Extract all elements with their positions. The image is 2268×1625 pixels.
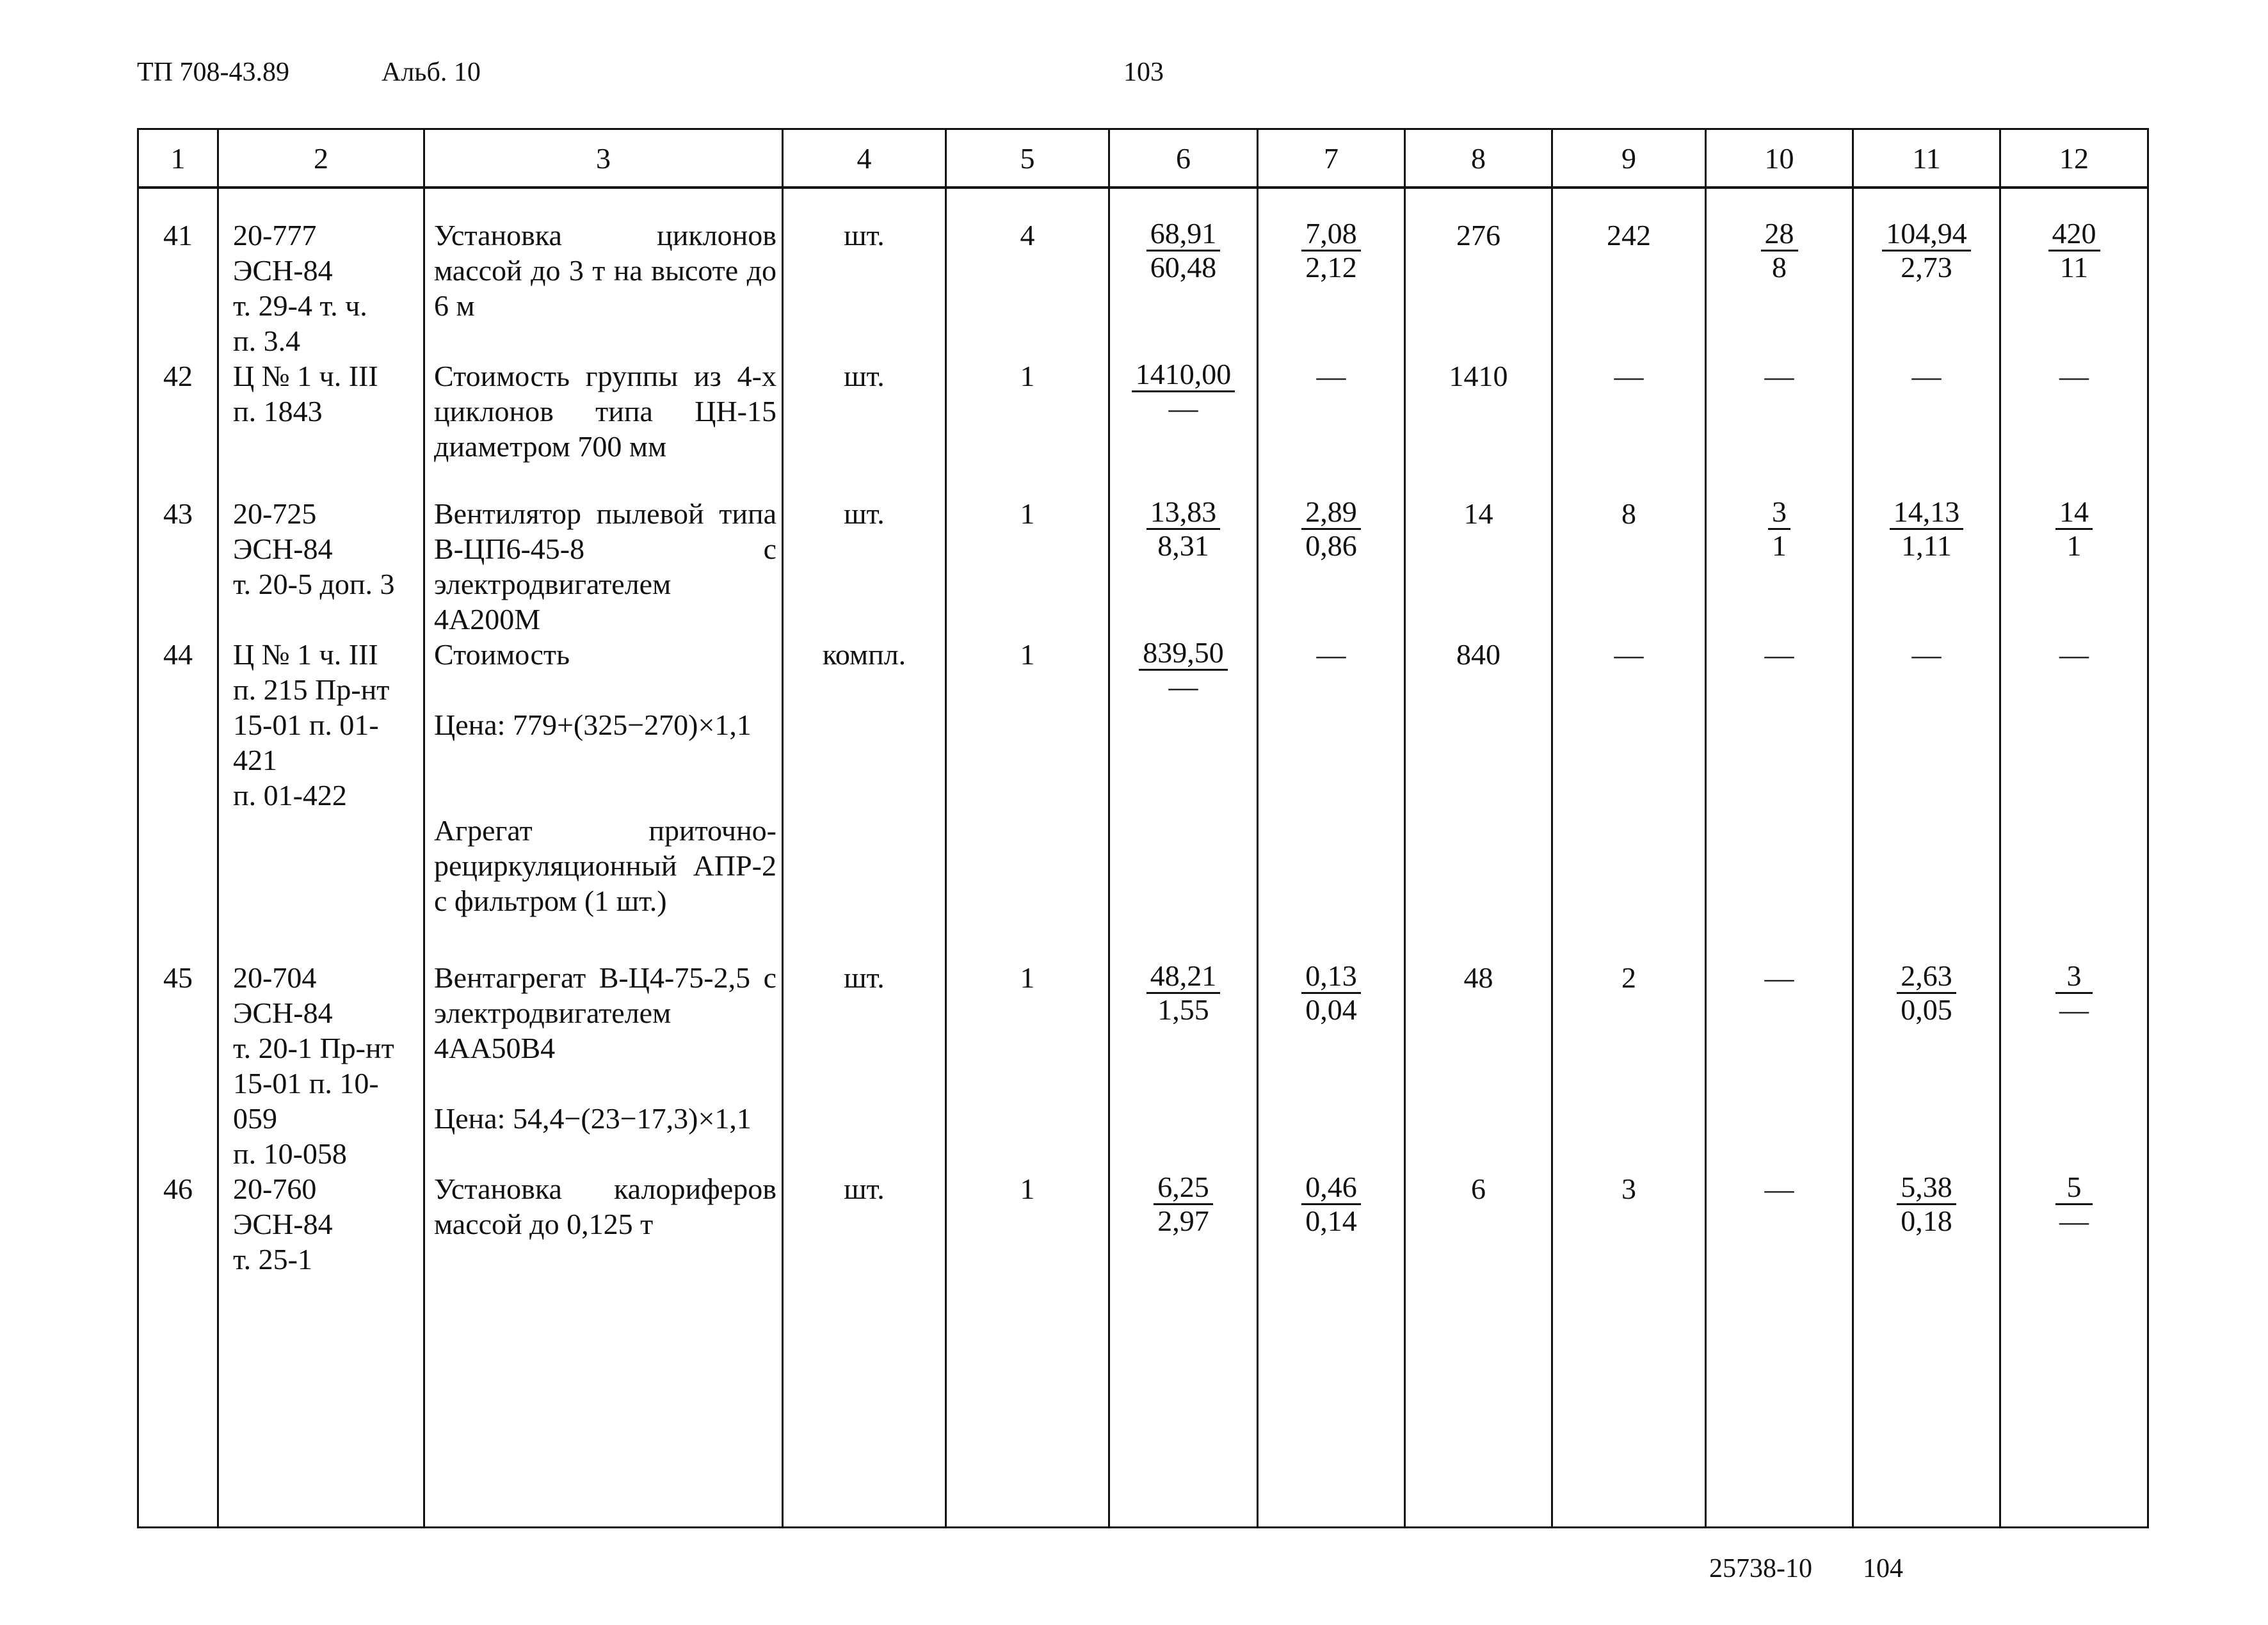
work-name-text: Установка циклонов массой до 3 т на высоте до 6 м (434, 219, 776, 322)
norm-reference (218, 1171, 424, 1277)
fraction-top: 2,63 (1897, 960, 1956, 994)
fraction-bottom: 0,04 (1305, 993, 1357, 1026)
document-code: ТП 708-43.89 (137, 58, 289, 87)
column-header: 12 (2000, 129, 2148, 188)
unit-cost (1109, 960, 1258, 1171)
fraction (1139, 637, 1228, 703)
fraction-bottom: 0,18 (1901, 1205, 1952, 1237)
norm-line: п. 01-422 (233, 779, 347, 812)
work-name-text: Стоимость (434, 638, 570, 671)
fraction-top: 839,50 (1139, 637, 1228, 671)
total-cost: 14 (1405, 496, 1552, 637)
norm-line: п. 10-058 (233, 1137, 347, 1170)
fraction-top: 7,08 (1301, 218, 1361, 252)
unit-wage (1258, 1171, 1405, 1277)
norm-line: п. 1843 (233, 395, 323, 428)
unit-wage: — (1258, 637, 1405, 813)
unit: шт. (783, 496, 946, 637)
fraction-top: 14 (2055, 496, 2093, 530)
fraction (1897, 1171, 1956, 1237)
table-row (138, 188, 2148, 358)
fraction-bottom: 2,73 (1901, 251, 1952, 284)
album-number: Альб. 10 (382, 58, 481, 87)
column-header: 7 (1258, 129, 1405, 188)
norm-line: 20-777 ЭСН-84 (233, 219, 333, 287)
fraction-top: 5,38 (1897, 1171, 1956, 1205)
labor-unit: — (1853, 358, 2000, 496)
unit-cost (1109, 496, 1258, 637)
fraction (1154, 1171, 1213, 1237)
fraction-bottom: 8,31 (1157, 529, 1209, 562)
total-wage: 2 (1552, 960, 1706, 1171)
unit-cost (1109, 1171, 1258, 1277)
fraction (1301, 496, 1361, 562)
unit-cost (1109, 188, 1258, 358)
fraction-bottom: — (1168, 670, 1198, 703)
total-cost: 1410 (1405, 358, 1552, 496)
row-number: 45 (138, 960, 218, 1171)
column-header: 4 (783, 129, 946, 188)
work-name-text: Вентагрегат В-Ц4-75-2,5 с электродвигателем 4АА50В4 (434, 961, 776, 1064)
row-number: 44 (138, 637, 218, 813)
column-header: 1 (138, 129, 218, 188)
row-number: 43 (138, 496, 218, 637)
norm-line: 15-01 п. 10-059 (233, 1067, 379, 1135)
quantity: 4 (946, 188, 1109, 358)
fraction (2055, 496, 2093, 562)
norm-line: ЭСН-84 (233, 532, 333, 565)
work-name-text: Установка калориферов массой до 0,125 т (434, 1173, 776, 1240)
fraction-top: 14,13 (1890, 496, 1964, 530)
norm-reference (218, 637, 424, 813)
fraction-top: 104,94 (1882, 218, 1971, 252)
table-row (138, 637, 2148, 813)
labor-total: — (2000, 637, 2148, 813)
unit-cost (1109, 637, 1258, 813)
labor-unit: — (1853, 637, 2000, 813)
fraction-bottom: — (2059, 993, 2089, 1026)
quantity: 1 (946, 637, 1109, 813)
fraction-bottom: 1,11 (1901, 529, 1952, 562)
total-wage: — (1552, 637, 1706, 813)
table-row (138, 960, 2148, 1171)
norm-reference (218, 188, 424, 358)
norm-line: т. 25-1 (233, 1243, 312, 1276)
labor-total (2000, 188, 2148, 358)
machine-cost: — (1706, 358, 1853, 496)
fraction-top: 48,21 (1146, 960, 1221, 994)
norm-reference (218, 496, 424, 637)
fraction-bottom: 0,14 (1305, 1205, 1357, 1237)
work-name-text: Агрегат приточно-рециркуляционный АПР-2 с фильтром (1 шт.) (434, 814, 776, 917)
quantity: 1 (946, 1171, 1109, 1277)
fraction-top: 3 (2055, 960, 2093, 994)
fraction-top: 0,13 (1301, 960, 1361, 994)
labor-total: — (2000, 358, 2148, 496)
column-header: 2 (218, 129, 424, 188)
fraction-top: 68,91 (1146, 218, 1221, 252)
unit-wage (1258, 188, 1405, 358)
price-formula: Цена: 54,4−(23−17,3)×1,1 (434, 1102, 752, 1135)
norm-line: Ц № 1 ч. III (233, 360, 378, 392)
row-number: 42 (138, 358, 218, 496)
fraction (1132, 358, 1235, 424)
table-header-row (138, 129, 2148, 188)
fraction-bottom: 60,48 (1150, 251, 1217, 284)
total-cost: 276 (1405, 188, 1552, 358)
norm-line: т. 29-4 т. ч. (233, 289, 367, 322)
norm-line: п. 215 Пр-нт (233, 673, 390, 706)
norm-line: ЭСН-84 (233, 1208, 333, 1240)
fraction (1146, 960, 1221, 1026)
work-name-text: Стоимость группы из 4-х циклонов типа ЦН-15 диаметром 700 мм (434, 360, 776, 463)
total-cost: 48 (1405, 960, 1552, 1171)
column-header: 11 (1853, 129, 2000, 188)
labor-total (2000, 1171, 2148, 1277)
quantity: 1 (946, 358, 1109, 496)
total-cost: 840 (1405, 637, 1552, 813)
fraction-bottom: 11 (2059, 251, 2089, 284)
fraction-top: 2,89 (1301, 496, 1361, 530)
fraction-bottom: 0,05 (1901, 993, 1952, 1026)
row-number: 41 (138, 188, 218, 358)
machine-cost (1706, 188, 1853, 358)
fraction-top: 28 (1761, 218, 1798, 252)
fraction-bottom: 8 (1772, 251, 1787, 284)
fraction-bottom: 1 (1772, 529, 1787, 562)
estimate-table (137, 128, 2149, 1528)
work-name (424, 1171, 783, 1277)
fraction (2048, 218, 2100, 284)
total-wage: 3 (1552, 1171, 1706, 1277)
machine-cost: — (1706, 637, 1853, 813)
fraction-top: 13,83 (1146, 496, 1221, 530)
total-wage: 8 (1552, 496, 1706, 637)
work-name-text: Вентилятор пылевой типа В-ЦП6-45-8 с электродвигателем 4А200М (434, 497, 776, 636)
fraction (1301, 218, 1361, 284)
fraction (1768, 496, 1790, 562)
fraction-top: 0,46 (1301, 1171, 1361, 1205)
machine-cost: — (1706, 1171, 1853, 1277)
unit-wage (1258, 496, 1405, 637)
footer-page-number: 104 (1863, 1554, 1903, 1583)
row-number: 46 (138, 1171, 218, 1277)
fraction-bottom: 0,86 (1305, 529, 1357, 562)
unit: компл. (783, 637, 946, 813)
norm-line: т. 20-5 доп. 3 (233, 568, 395, 600)
work-name (424, 960, 783, 1171)
page-number: 103 (1123, 58, 1164, 87)
norm-line: 15-01 п. 01-421 (233, 708, 379, 776)
total-wage: — (1552, 358, 1706, 496)
work-name (424, 188, 783, 358)
norm-reference (218, 960, 424, 1171)
norm-line: п. 3.4 (233, 324, 301, 357)
fraction (2055, 1171, 2093, 1237)
unit: шт. (783, 960, 946, 1171)
machine-cost: — (1706, 960, 1853, 1171)
norm-line: ЭСН-84 (233, 997, 333, 1029)
unit: шт. (783, 188, 946, 358)
work-name (424, 637, 783, 813)
work-name (424, 496, 783, 637)
unit: шт. (783, 1171, 946, 1277)
column-header: 3 (424, 129, 783, 188)
column-header: 10 (1706, 129, 1853, 188)
fraction (1890, 496, 1964, 562)
fraction-top: 420 (2048, 218, 2100, 252)
fraction-bottom: — (2059, 1205, 2089, 1237)
machine-cost (1706, 496, 1853, 637)
unit-cost (1109, 358, 1258, 496)
price-formula: Цена: 779+(325−270)×1,1 (434, 708, 752, 741)
column-header: 6 (1109, 129, 1258, 188)
fraction-top: 3 (1768, 496, 1790, 530)
fraction-bottom: — (1168, 392, 1198, 424)
table-row (138, 358, 2148, 496)
norm-line: Ц № 1 ч. III (233, 638, 378, 671)
fraction-top: 1410,00 (1132, 358, 1235, 392)
table-row (138, 1171, 2148, 1277)
fraction (1146, 496, 1221, 562)
fraction-bottom: 2,12 (1305, 251, 1357, 284)
table-filler-row (138, 1277, 2148, 1528)
column-header: 5 (946, 129, 1109, 188)
norm-line: 20-760 (233, 1173, 317, 1205)
total-cost: 6 (1405, 1171, 1552, 1277)
norm-line: 20-725 (233, 497, 317, 530)
column-header: 9 (1552, 129, 1706, 188)
labor-unit (1853, 496, 2000, 637)
fraction-bottom: 1,55 (1157, 993, 1209, 1026)
footer-document-code: 25738-10 (1709, 1554, 1812, 1583)
fraction (1301, 960, 1361, 1026)
quantity: 1 (946, 496, 1109, 637)
fraction (1897, 960, 1956, 1026)
fraction (1882, 218, 1971, 284)
fraction (1761, 218, 1798, 284)
fraction-bottom: 2,97 (1157, 1205, 1209, 1237)
labor-unit (1853, 188, 2000, 358)
labor-unit (1853, 1171, 2000, 1277)
unit-wage: — (1258, 358, 1405, 496)
total-wage: 242 (1552, 188, 1706, 358)
labor-unit (1853, 960, 2000, 1171)
fraction (1301, 1171, 1361, 1237)
unit-wage (1258, 960, 1405, 1171)
fraction-top: 6,25 (1154, 1171, 1213, 1205)
table-row (138, 496, 2148, 637)
table-row (138, 813, 2148, 960)
quantity: 1 (946, 960, 1109, 1171)
norm-line: т. 20-1 Пр-нт (233, 1032, 394, 1064)
fraction-top: 5 (2055, 1171, 2093, 1205)
labor-total (2000, 960, 2148, 1171)
work-name (424, 358, 783, 496)
unit: шт. (783, 358, 946, 496)
norm-reference (218, 358, 424, 496)
column-header: 8 (1405, 129, 1552, 188)
norm-line: 20-704 (233, 961, 317, 994)
fraction (1146, 218, 1221, 284)
work-name (424, 813, 783, 960)
fraction-bottom: 1 (2066, 529, 2082, 562)
fraction (2055, 960, 2093, 1026)
labor-total (2000, 496, 2148, 637)
